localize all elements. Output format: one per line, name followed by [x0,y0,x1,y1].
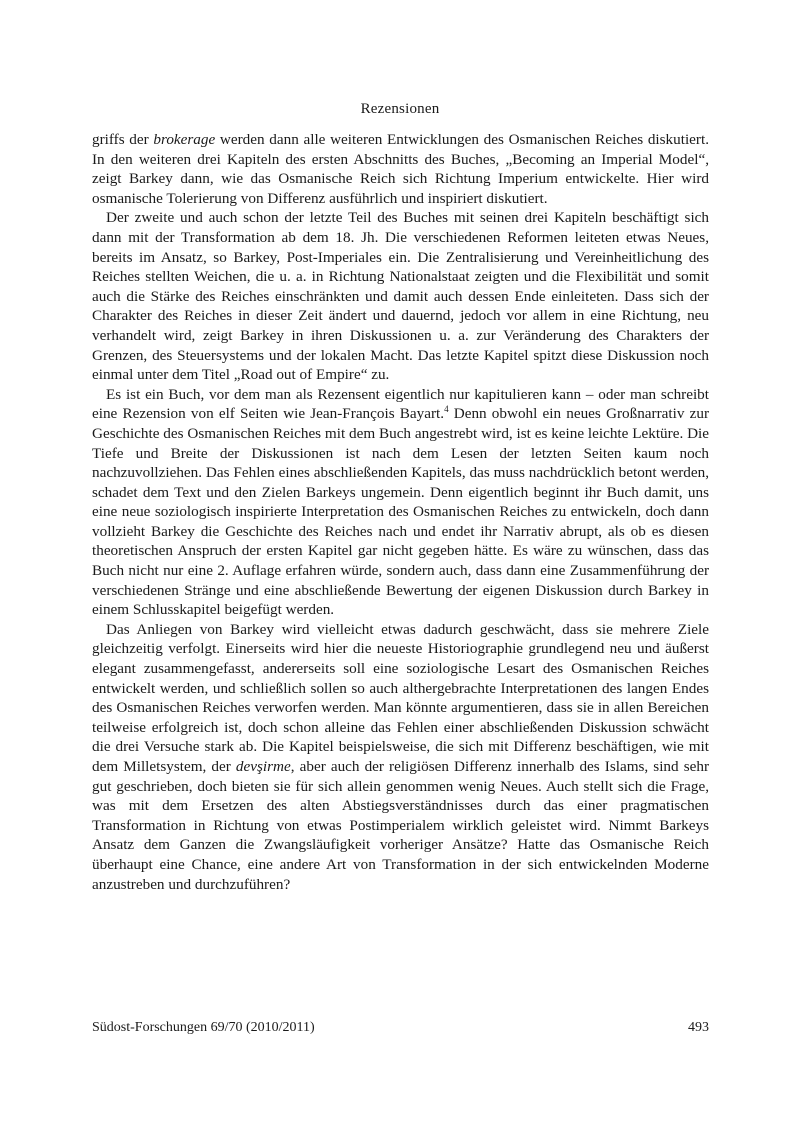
italic-term-brokerage: brokerage [153,131,216,148]
paragraph-1-text-end: werden dann alle weiteren Entwicklungen des Osmanischen Reiches diskutiert. In den weiteren drei Kapiteln des ersten Abschnitts des Buches, „Becoming an Imperial Model“, zeigt Barkey dann, wie das Osmanische Reich sich Richtung Imperium entwickelte. Hier wird osmanische Tolerierung von Differenz ausführlich und inspiriert diskutiert. [92,131,709,207]
paragraph-4 [92,620,709,894]
paragraph-1-text-start: griffs der [92,131,154,148]
footnote-reference[interactable]: 4 [444,404,449,415]
journal-citation: Südost-Forschungen 69/70 (2010/2011) [92,1020,315,1035]
running-head-title: Rezensionen [360,101,440,117]
page-number: 493 [688,1020,709,1035]
page-footer [92,1020,709,1036]
paragraph-4-text-start: Das Anliegen von Barkey wird vielleicht etwas dadurch geschwächt, dass sie mehrere Ziele gleichzeitig verfolgt. Einerseits wird hier die neueste Historiographie grundlegend neu und äußerst elegant zusammengefasst, andererseits soll eine soziologische Lesart des Osmanischen Reiches entwickelt werden, und schließlich sollen so auch althergebrachte Interpretationen des langen Endes des Osmanischen Reiches verworfen werden. Man könnte argumentieren, dass sie in allen Bereichen teilweise erfolgreich ist, doch schon alleine das Fehlen einer abschließenden Diskussion schwächt die drei Versuche stark ab. Die Kapitel beispielsweise, die sich mit Differenz beschäftigen, wie mit dem Milletsystem, der [92,620,709,775]
paragraph-3-text-start: Es ist ein Buch, vor dem man als Rezensent eigentlich nur kapitulieren kann – oder man schreibt eine Rezension von elf Seiten wie Jean-François Bayart. [92,385,709,423]
paragraph-2: Der zweite und auch schon der letzte Teil des Buches mit seinen drei Kapiteln beschäftigt sich dann mit der Transformation ab dem 18. Jh. Die verschiedenen Reformen leiteten etwas Neues, bereits im Ansatz, so Barkey, Post-Imperiales ein. Die Zentralisierung und Vereinheitlichung des Reiches stellten Weichen, die u. a. in Richtung Nationalstaat zeigten und die Flexibilität und somit auch die Stärke des Reiches einschränkten und damit auch dessen Ende einleiteten. Dass sich der Charakter des Reiches in dieser Zeit ändert und dauernd, jedoch vor allem in eine Richtung, neu verhandelt wird, zeigt Barkey in ihren Diskussionen u. a. zur Veränderung des Charakters der Grenzen, des Steuersystems und der lokalen Macht. Das letzte Kapitel spitzt diese Diskussion noch einmal unter dem Titel „Road out of Empire“ zu. [92,209,709,384]
body-text [92,130,709,894]
italic-term-devsirme: devşirme [235,758,291,775]
paragraph-3-text-end: Denn obwohl ein neues Großnarrativ zur Geschichte des Osmanischen Reiches mit dem Buch angestrebt wird, ist es keine leichte Lektüre. Die Tiefe und Breite der Diskussionen ist nach dem Lesen der letzten Seiten kaum noch nachzuvollziehen. Das Fehlen eines abschließenden Kapitels, das muss nachdrücklich betont werden, schadet dem Text und den Zielen Barkeys ungemein. Denn eigentlich beginnt ihr Buch damit, uns eine neue soziologisch inspirierte Interpretation des Osmanischen Reiches zu entwickeln, doch dann vollzieht Barkey die Geschichte des Reiches nach und endet ihr Narrativ abrupt, als ob es diesen theoretischen Anspruch der ersten Kapitel gar nicht gegeben hätte. Es wäre zu wünschen, dass das Buch nicht nur eine 2. Auflage erfahren würde, sondern auch, dass dann eine Zusammenführung der verschiedenen Stränge und eine abschließende Bewertung der eigenen Diskussion durch Barkey in einem Schlusskapitel beigefügt werden. [92,405,710,619]
paragraph-4-text-end: , aber auch der religiösen Differenz innerhalb des Islams, sind sehr gut geschrieben, doch bieten sie für sich allein genommen wenig Neues. Auch stellt sich die Frage, was mit dem Ersetzen des alten Abstiegsverständnisses durch das einer pragmatischen Transformation in Richtung von etwas Postimperialem wirklich geleistet wird. Nimmt Barkeys Ansatz dem Ganzen die Zwangsläufigkeit vorheriger Ansätze? Hatte das Osmanische Reich überhaupt eine Chance, eine andere Art von Transformation in der sich entwickelnden Moderne anzustreben und durchzuführen? [92,758,710,893]
paragraph-1 [92,130,709,208]
paragraph-3 [92,385,709,620]
